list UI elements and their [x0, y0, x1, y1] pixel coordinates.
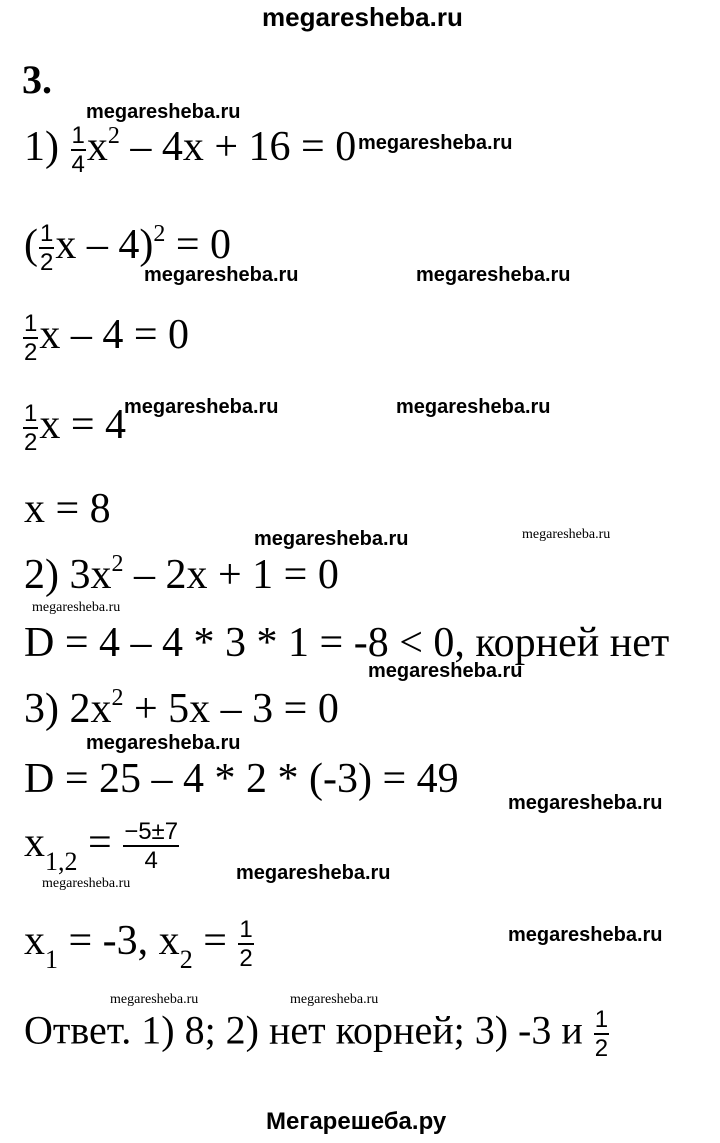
line10-subscript: 1,2 — [45, 846, 78, 876]
watermark: megaresheba.ru — [144, 264, 299, 286]
equation-line-6 — [24, 551, 339, 598]
fraction-numerator: −5±7 — [124, 818, 179, 845]
line1-variable: x — [86, 124, 108, 171]
fraction-roots — [123, 820, 179, 873]
site-header: megaresheba.ru — [262, 2, 463, 32]
line1-prefix: 1) — [24, 124, 59, 171]
watermark: megaresheba.ru — [86, 101, 241, 123]
fraction-denominator: 2 — [594, 1035, 609, 1062]
answer-line — [24, 1008, 610, 1061]
line11-subscript-2: 2 — [179, 944, 193, 974]
equation-line-1 — [24, 124, 356, 177]
line2-rest: x – 4) — [55, 222, 154, 269]
site-footer: Мегарешеба.ру — [266, 1108, 447, 1135]
line2-open-paren: ( — [24, 222, 38, 269]
line11-subscript-1: 1 — [45, 944, 58, 974]
line8-a: 3) 2x — [24, 686, 112, 732]
equation-line-11 — [24, 916, 255, 974]
watermark: megaresheba.ru — [522, 527, 611, 542]
fraction-denominator: 2 — [24, 429, 38, 456]
line11-x1: x — [24, 918, 45, 965]
fraction-numerator: 1 — [24, 310, 38, 337]
problem-number: 3. — [22, 57, 52, 102]
line4-rest: x = 4 — [39, 402, 127, 449]
line11-equals: = — [203, 918, 227, 965]
watermark: megaresheba.ru — [254, 528, 409, 550]
watermark: megaresheba.ru — [32, 600, 121, 615]
fraction-1-2 — [39, 222, 54, 275]
equation-line-7: D = 4 – 4 * 3 * 1 = -8 < 0, корней нет — [24, 620, 670, 666]
line8-b: + 5x – 3 = 0 — [134, 686, 339, 732]
fraction-denominator: 2 — [24, 339, 38, 366]
equation-line-3 — [22, 312, 189, 365]
line6-a: 2) 3x — [24, 552, 112, 598]
equation-line-8 — [24, 685, 339, 732]
watermark: megaresheba.ru — [396, 396, 551, 418]
fraction-numerator: 1 — [594, 1006, 609, 1033]
fraction-1-2 — [23, 312, 38, 365]
fraction-numerator: 1 — [71, 122, 85, 149]
line6-exponent: 2 — [111, 551, 124, 577]
equation-line-9: D = 25 – 4 * 2 * (-3) = 49 — [24, 756, 459, 802]
fraction-denominator: 4 — [144, 847, 158, 874]
watermark: megaresheba.ru — [358, 132, 513, 154]
equation-line-4 — [22, 402, 126, 455]
line10-variable: x — [24, 820, 45, 867]
line1-rest: – 4x + 16 = 0 — [130, 124, 357, 171]
watermark: megaresheba.ru — [508, 792, 663, 814]
answer-fraction — [594, 1008, 609, 1061]
watermark: megaresheba.ru — [416, 264, 571, 286]
watermark: megaresheba.ru — [236, 862, 391, 884]
line3-rest: x – 4 = 0 — [39, 312, 190, 359]
watermark: megaresheba.ru — [508, 924, 663, 946]
watermark: megaresheba.ru — [42, 876, 131, 891]
fraction-numerator: 1 — [24, 400, 38, 427]
equation-line-5: x = 8 — [24, 486, 111, 532]
fraction-numerator: 1 — [40, 220, 54, 247]
answer-text: Ответ. 1) 8; 2) нет корней; 3) -3 и — [24, 1007, 583, 1053]
watermark: megaresheba.ru — [290, 992, 379, 1007]
line2-exponent: 2 — [153, 221, 166, 248]
line10-equals: = — [88, 820, 112, 867]
watermark: megaresheba.ru — [368, 660, 523, 682]
line1-exponent: 2 — [107, 123, 120, 150]
line2-end: = 0 — [175, 222, 232, 269]
line6-b: – 2x + 1 = 0 — [134, 552, 339, 598]
fraction-denominator: 2 — [40, 249, 54, 276]
fraction-1-2 — [23, 402, 38, 455]
fraction-denominator: 2 — [239, 945, 253, 972]
fraction-denominator: 4 — [71, 151, 85, 178]
watermark: megaresheba.ru — [86, 732, 241, 754]
watermark: megaresheba.ru — [110, 992, 199, 1007]
watermark: megaresheba.ru — [124, 396, 279, 418]
fraction-1-4 — [71, 124, 86, 177]
fraction-1-2 — [238, 918, 253, 971]
line11-mid: = -3, x — [68, 918, 180, 965]
line8-exponent: 2 — [111, 685, 124, 711]
fraction-numerator: 1 — [239, 916, 253, 943]
equation-line-10 — [24, 818, 180, 876]
